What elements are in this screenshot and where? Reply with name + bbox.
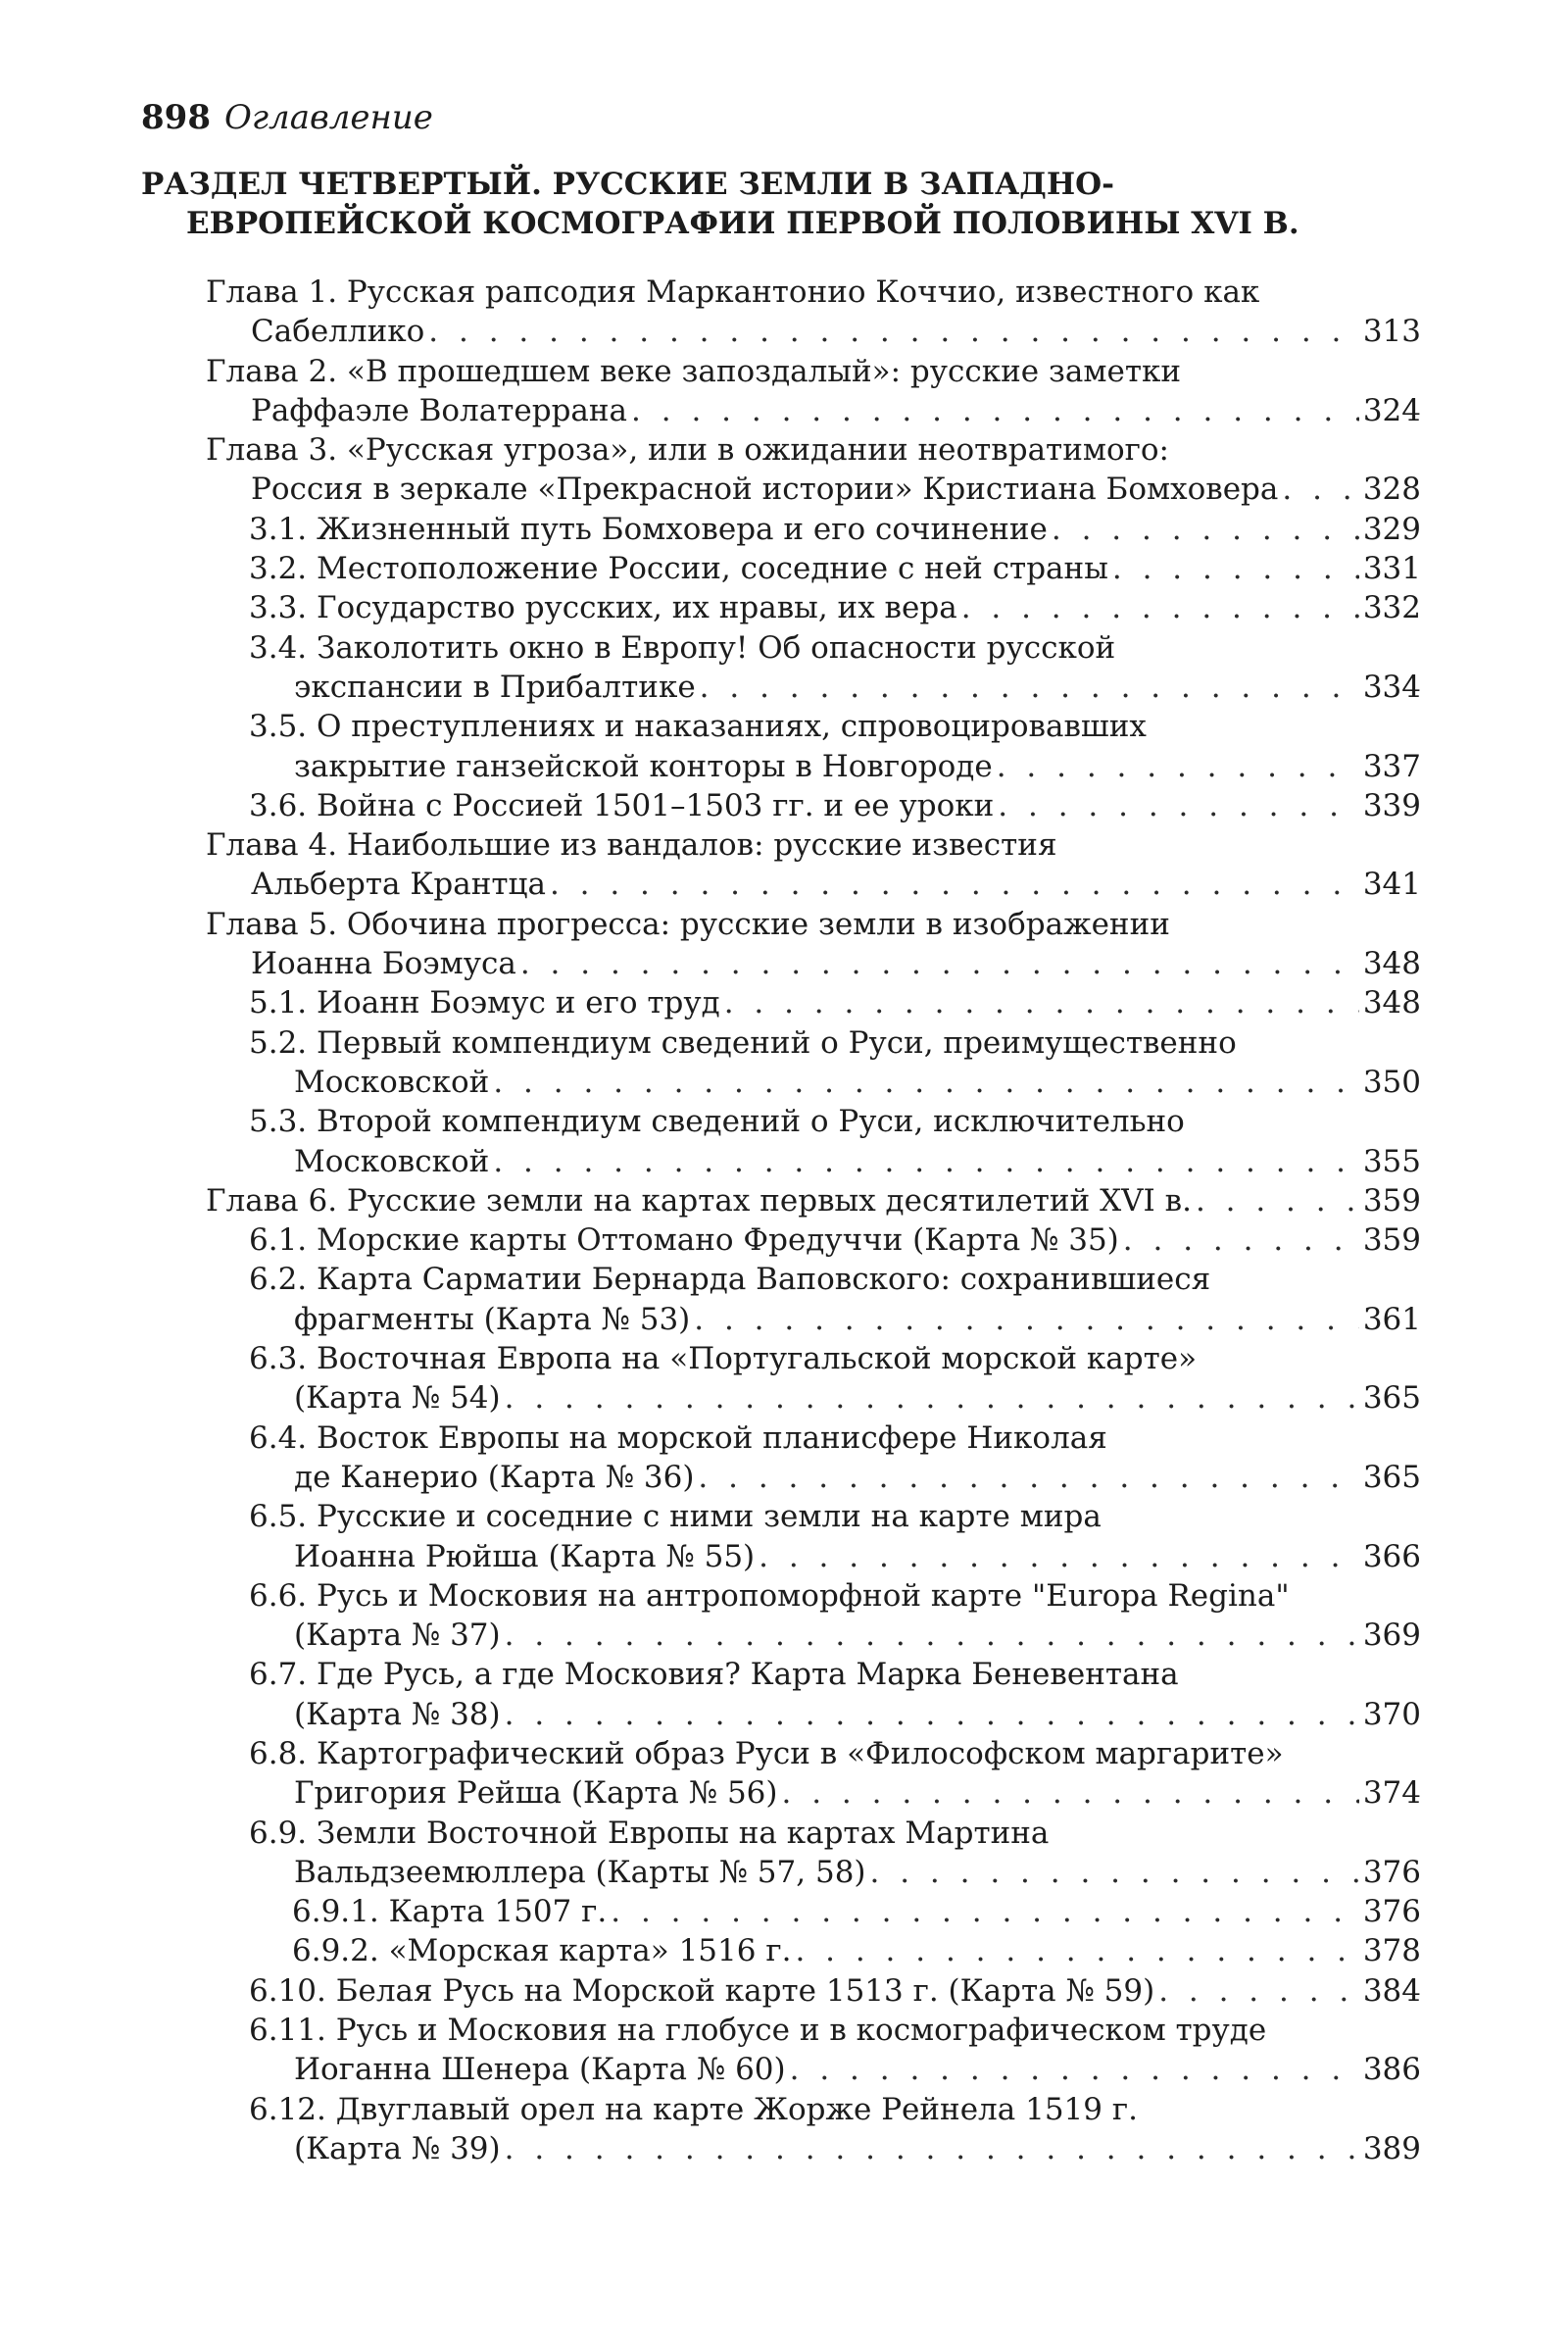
- toc-entry-text: Вальдзеемюллера (Карты № 57, 58): [294, 1854, 866, 1890]
- toc-page-number: 334: [1362, 669, 1421, 705]
- toc-page-number: 365: [1362, 1459, 1421, 1495]
- dot-leader: [505, 1616, 1359, 1655]
- toc-entry-text: 6.12. Двуглавый орел на карте Жорже Рейнела 1519 г.: [249, 2091, 1138, 2127]
- dot-leader: [870, 1853, 1359, 1892]
- section-heading-line-2: ЕВРОПЕЙСКОЙ КОСМОГРАФИИ ПЕРВОЙ ПОЛОВИНЫ XVI В.: [186, 206, 1299, 241]
- toc-entry-text: Глава 4. Наибольшие из вандалов: русские известия: [206, 827, 1057, 864]
- dot-leader: [724, 983, 1359, 1022]
- toc-page-number: 369: [1362, 1617, 1421, 1654]
- toc-entry: [206, 1892, 1421, 1931]
- toc-entry: [206, 707, 1421, 786]
- toc-entry-final-line: [292, 1892, 1421, 1931]
- toc-page-number: 341: [1362, 867, 1421, 903]
- dot-leader: [493, 1063, 1359, 1102]
- toc-entry: [206, 430, 1421, 510]
- toc-entry: [206, 1655, 1421, 1734]
- dot-leader: [631, 391, 1359, 430]
- toc-entry-text: Сабеллико: [251, 314, 425, 350]
- toc-entry-text: 6.9.2. «Морская карта» 1516 г.: [292, 1933, 792, 1969]
- toc-entry-final-line: [249, 1458, 1421, 1497]
- toc-page-number: 337: [1362, 748, 1421, 784]
- toc-entry-text: 3.5. О преступлениях и наказаниях, спровоцировавших: [249, 709, 1147, 745]
- toc-entry-text: 6.5. Русские и соседние с ними земли на карте мира: [249, 1499, 1102, 1535]
- toc-entry-text: 3.4. Заколотить окно в Европу! Об опасности русской: [249, 629, 1116, 666]
- toc-entry: [206, 2090, 1421, 2169]
- toc-entry-text: (Карта № 39): [294, 2130, 501, 2166]
- dot-leader: [428, 312, 1359, 351]
- toc-entry: [206, 1023, 1421, 1103]
- toc-entry: [206, 510, 1421, 549]
- toc-entry-final-line: [249, 668, 1421, 707]
- dot-leader: [698, 1458, 1358, 1497]
- toc-entry-text: (Карта № 38): [294, 1696, 501, 1732]
- toc-entry: [206, 1497, 1421, 1576]
- toc-entry-text: Россия в зеркале «Прекрасной истории» Кристиана Бомховера: [251, 472, 1279, 508]
- toc-entry: [206, 1181, 1421, 1220]
- toc-entry-text: 5.3. Второй компендиум сведений о Руси, исключительно: [249, 1104, 1185, 1140]
- dot-leader: [759, 1537, 1359, 1576]
- dot-leader: [505, 1695, 1359, 1734]
- toc-entry: [206, 1576, 1421, 1656]
- toc-entry: [206, 1339, 1421, 1418]
- dot-leader: [505, 1378, 1359, 1418]
- toc-entry-text: де Канерио (Карта № 36): [294, 1459, 695, 1495]
- toc-entry-text: 3.6. Война с Россией 1501–1503 гг. и ее уроки: [249, 787, 995, 823]
- dot-leader: [611, 1892, 1359, 1931]
- toc-entry: [206, 273, 1421, 352]
- toc-entry: [206, 549, 1421, 588]
- toc-page-number: 332: [1362, 590, 1421, 626]
- toc-entry: [206, 1260, 1421, 1339]
- toc-entry-final-line: [249, 588, 1421, 627]
- dot-leader: [1123, 1220, 1359, 1260]
- toc-entry-final-line: [249, 1142, 1421, 1181]
- toc-entry-text: 6.9.1. Карта 1507 г.: [292, 1894, 608, 1930]
- toc-page-number: 331: [1362, 551, 1421, 587]
- toc-entry-final-line: [249, 2050, 1421, 2089]
- toc-entry-final-line: [249, 786, 1421, 825]
- dot-leader: [961, 588, 1359, 627]
- toc-entry-text: 6.9. Земли Восточной Европы на картах Мартина: [249, 1815, 1050, 1851]
- section-heading-line-1: РАЗДЕЛ ЧЕТВЕРТЫЙ. РУССКИЕ ЗЕМЛИ В ЗАПАДНО-: [141, 167, 1115, 202]
- toc-entry-final-line: [249, 1773, 1421, 1813]
- toc-entry-text: Глава 1. Русская рапсодия Маркантонио Коччио, известного как: [206, 274, 1260, 310]
- toc-entry-text: 3.2. Местоположение России, соседние с ней страны: [249, 551, 1108, 587]
- toc-entry-text: 5.2. Первый компендиум сведений о Руси, преимущественно: [249, 1024, 1237, 1061]
- dot-leader: [1158, 1971, 1359, 2011]
- dot-leader: [795, 1931, 1358, 1970]
- toc-entry: [206, 1418, 1421, 1498]
- toc-page-number: 348: [1362, 985, 1421, 1021]
- dot-leader: [998, 786, 1359, 825]
- toc-entry: [206, 628, 1421, 708]
- toc-entry-text: Глава 6. Русские земли на картах первых десятилетий XVI в.: [206, 1182, 1192, 1219]
- toc-entry-final-line: [249, 1853, 1421, 1892]
- toc-entry-final-line: [249, 510, 1421, 549]
- toc-entry-text: Глава 3. «Русская угроза», или в ожидании неотвратимого:: [206, 432, 1169, 469]
- toc-page-number: 376: [1362, 1894, 1421, 1930]
- toc-entry: [206, 905, 1421, 984]
- toc-entry: [206, 1220, 1421, 1260]
- toc-page-number: 348: [1362, 946, 1421, 982]
- toc-page-number: 359: [1362, 1182, 1421, 1219]
- toc-entry-text: 3.1. Жизненный путь Бомховера и его сочинение: [249, 511, 1048, 547]
- toc-entry-final-line: [206, 865, 1421, 904]
- toc-page-number: 370: [1362, 1696, 1421, 1732]
- toc-entry-text: Раффаэле Волатеррана: [251, 392, 628, 428]
- toc-page-number: 324: [1362, 392, 1421, 428]
- toc-entry-text: Григория Рейша (Карта № 56): [294, 1775, 778, 1812]
- toc-entry: [206, 352, 1421, 431]
- dot-leader: [700, 668, 1359, 707]
- toc-page-number: 355: [1362, 1143, 1421, 1179]
- toc-entry-text: 6.2. Карта Сарматии Бернарда Ваповского: сохранившиеся: [249, 1262, 1211, 1298]
- toc-entry-text: 6.10. Белая Русь на Морской карте 1513 г. (Карта № 59): [249, 1972, 1155, 2009]
- toc-entry: [206, 588, 1421, 627]
- toc-entry-text: Иоанна Боэмуса: [251, 946, 516, 982]
- dot-leader: [505, 2129, 1359, 2168]
- toc-entry-final-line: [249, 1695, 1421, 1734]
- toc-entry-text: 6.4. Восток Европы на морской планисфере Николая: [249, 1419, 1107, 1456]
- toc-page-number: 374: [1362, 1775, 1421, 1812]
- toc-entry-text: фрагменты (Карта № 53): [294, 1301, 691, 1337]
- toc-entry: [206, 2011, 1421, 2090]
- dot-leader: [694, 1300, 1359, 1339]
- toc-entry-final-line: [249, 1300, 1421, 1339]
- toc-entry-text: 6.6. Русь и Московия на антропоморфной карте "Europa Regina": [249, 1577, 1290, 1614]
- toc-entry-final-line: [206, 391, 1421, 430]
- toc-entry: [206, 1734, 1421, 1814]
- toc-entry-text: закрытие ганзейской конторы в Новгороде: [294, 748, 993, 784]
- toc-page-number: 359: [1362, 1222, 1421, 1259]
- toc-entry-text: 5.1. Иоанн Боэмус и его труд: [249, 985, 720, 1021]
- toc-entry-final-line: [249, 2129, 1421, 2168]
- toc-entry: [206, 1102, 1421, 1181]
- toc-page-number: 361: [1362, 1301, 1421, 1337]
- dot-leader: [1112, 549, 1359, 588]
- toc-page-number: 328: [1362, 472, 1421, 508]
- page-number: 898: [141, 98, 211, 137]
- toc-entry-final-line: [206, 312, 1421, 351]
- dot-leader: [520, 944, 1359, 983]
- toc-entry: [206, 983, 1421, 1022]
- toc-entry-final-line: [249, 1378, 1421, 1418]
- toc-entry-text: Глава 2. «В прошедшем веке запоздалый»: русские заметки: [206, 353, 1182, 389]
- toc-entry-final-line: [249, 983, 1421, 1022]
- toc-entry-text: экспансии в Прибалтике: [294, 669, 696, 705]
- toc-entry-text: Альберта Крантца: [251, 867, 546, 903]
- toc-page-number: 366: [1362, 1538, 1421, 1574]
- toc-entry: [206, 1931, 1421, 1970]
- table-of-contents: [206, 273, 1421, 2168]
- toc-page-number: 313: [1362, 314, 1421, 350]
- toc-entry-text: 6.3. Восточная Европа на «Португальской морской карте»: [249, 1341, 1198, 1377]
- toc-entry-final-line: [206, 944, 1421, 983]
- toc-entry: [206, 825, 1421, 905]
- toc-entry: [206, 1971, 1421, 2011]
- toc-page-number: 365: [1362, 1380, 1421, 1417]
- running-header: [141, 96, 433, 139]
- toc-entry-final-line: [206, 470, 1421, 509]
- toc-page-number: 376: [1362, 1854, 1421, 1890]
- toc-page-number: 386: [1362, 2052, 1421, 2088]
- dot-leader: [997, 747, 1359, 786]
- toc-entry-final-line: [292, 1931, 1421, 1970]
- section-heading: [141, 165, 1415, 243]
- dot-leader: [790, 2050, 1359, 2089]
- dot-leader: [782, 1773, 1359, 1813]
- toc-entry-final-line: [249, 1971, 1421, 2011]
- toc-page-number: 339: [1362, 787, 1421, 823]
- dot-leader: [1196, 1181, 1359, 1220]
- toc-entry-text: Иоанна Рюйша (Карта № 55): [294, 1538, 756, 1574]
- toc-entry-text: 3.3. Государство русских, их нравы, их вера: [249, 590, 957, 626]
- toc-entry-text: (Карта № 54): [294, 1380, 501, 1417]
- toc-entry-final-line: [249, 1616, 1421, 1655]
- dot-leader: [1282, 470, 1358, 509]
- toc-entry-final-line: [249, 1220, 1421, 1260]
- toc-entry-text: Глава 5. Обочина прогресса: русские земли в изображении: [206, 906, 1170, 942]
- dot-leader: [493, 1142, 1359, 1181]
- toc-entry: [206, 786, 1421, 825]
- toc-page-number: 329: [1362, 511, 1421, 547]
- toc-entry-final-line: [249, 1063, 1421, 1102]
- toc-page-number: 384: [1362, 1972, 1421, 2009]
- running-title: Оглавление: [223, 98, 433, 137]
- toc-page-number: 350: [1362, 1064, 1421, 1100]
- toc-entry-text: (Карта № 37): [294, 1617, 501, 1654]
- toc-entry-text: 6.8. Картографический образ Руси в «Философском маргарите»: [249, 1735, 1284, 1771]
- toc-entry-text: 6.7. Где Русь, а где Московия? Карта Марка Беневентана: [249, 1657, 1179, 1693]
- toc-entry-text: 6.1. Морские карты Оттомано Фредуччи (Карта № 35): [249, 1222, 1119, 1259]
- toc-entry-text: Московской: [294, 1064, 490, 1100]
- toc-entry-final-line: [206, 1181, 1421, 1220]
- toc-entry-text: Иоганна Шенера (Карта № 60): [294, 2052, 786, 2088]
- toc-entry-text: 6.11. Русь и Московия на глобусе и в космографическом труде: [249, 2013, 1267, 2049]
- toc-page-number: 389: [1362, 2130, 1421, 2166]
- toc-entry-text: Московской: [294, 1143, 490, 1179]
- toc-entry-final-line: [249, 1537, 1421, 1576]
- toc-entry-final-line: [249, 747, 1421, 786]
- toc-page-number: 378: [1362, 1933, 1421, 1969]
- toc-entry: [206, 1814, 1421, 1893]
- dot-leader: [1052, 510, 1359, 549]
- toc-entry-final-line: [249, 549, 1421, 588]
- dot-leader: [550, 865, 1359, 904]
